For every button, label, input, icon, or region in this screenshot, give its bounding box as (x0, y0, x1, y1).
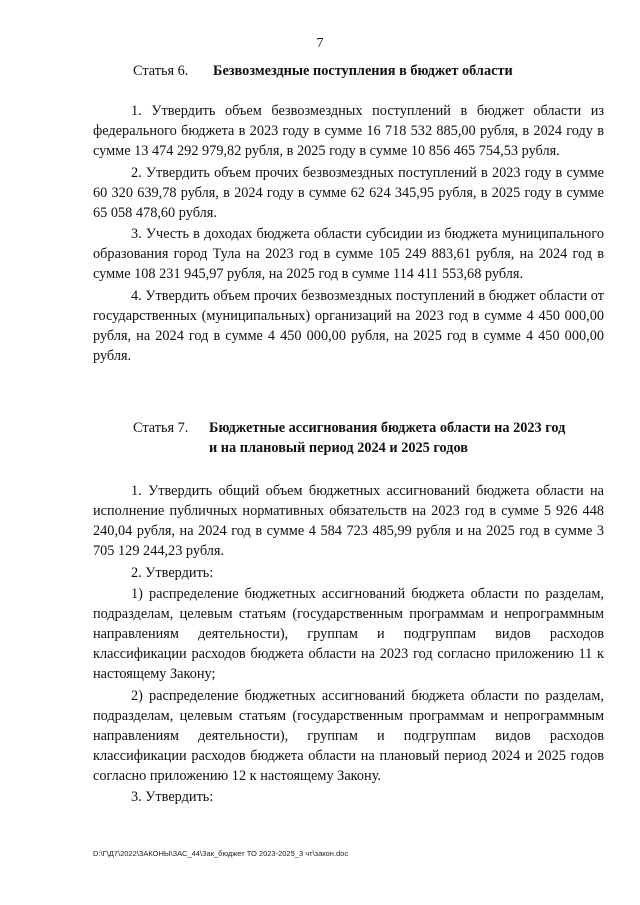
article-6-body (93, 101, 604, 367)
paragraph: 2. Утвердить: (131, 564, 214, 581)
paragraph: 3. Учесть в доходах бюджета области субсидии из бюджета муниципального образования город Тула на 2023 год в сумме 105 249 883,61 рубля, на 2024 год в сумме 108 231 945,97 рубля, на 2025 год в сумме 114 411 553,68 рубля. (93, 226, 604, 282)
paragraph: 4. Утвердить объем прочих безвозмездных поступлений в бюджет области от государственных (муниципальных) организаций на 2023 год в сумме 4 450 000,00 рубля, на 2024 год в сумме 4 450 000,00 рубля, на 2025 год в сумме 4 450 000,00 рубля. (93, 287, 604, 364)
paragraph: 2. Утвердить объем прочих безвозмездных поступлений в 2023 году в сумме 60 320 639,78 рубля, в 2024 году в сумме 62 624 345,95 рубля, в 2025 году в сумме 65 058 478,60 рубля. (93, 164, 604, 221)
article-6-number: Статья 6. (133, 63, 189, 79)
paragraph: 1. Утвердить объем безвозмездных поступлений в бюджет области из федерального бюджета в 2023 году в сумме 16 718 532 885,00 рубля, в 2024 году в сумме 13 474 292 979,82 рубля, в 2025 году в сумме 10 856 465 754,53 рубля. (93, 103, 604, 159)
paragraph: 3. Утвердить: (131, 789, 214, 805)
article-6-heading (133, 61, 603, 81)
article-7-title-line: и на плановый период 2024 и 2025 годов (209, 440, 468, 456)
article-6-title-line: Безвозмездные поступления в бюджет области (213, 63, 513, 79)
article-7-title (209, 418, 565, 458)
article-7-title-line: Бюджетные ассигнования бюджета области на 2023 год (209, 420, 566, 436)
paragraph: 2) распределение бюджетных ассигнований бюджета области по разделам, подразделам, целевым статьям (государственным программам и непрограммным направлениям деятельности), группам и подгруппам видов расходов классификации расходов бюджета области на плановый период 2024 и 2025 годов согласно приложению 12 к настоящему Закону. (93, 687, 604, 784)
article-7-number: Статья 7. (133, 420, 189, 436)
article-6-title (213, 61, 513, 81)
article-7-heading (133, 418, 603, 458)
article-7-body (93, 481, 604, 809)
paragraph: 1. Утвердить общий объем бюджетных ассигнований бюджета области на исполнение публичных нормативных обязательств на 2023 год в сумме 5 926 448 240,04 рубля, на 2024 год в сумме 4 584 723 485,99 рубля и на 2025 год в сумме 3 705 129 244,23 рубля. (93, 483, 604, 559)
page-number: 7 (316, 36, 324, 51)
paragraph: 1) распределение бюджетных ассигнований бюджета области по разделам, подразделам, целевым статьям (государственным программам и непрограммным направлениям деятельности), группам и подгруппам видов расходов классификации расходов бюджета области на 2023 год согласно приложению 11 к настоящему Закону; (93, 586, 604, 682)
file-path-footer: D:\Г\Д7\2022\ЗАКОНЫ\ЗАС_44\Зак_бюджет ТО 2023-2025_3 чт\закон.doc (93, 849, 349, 858)
